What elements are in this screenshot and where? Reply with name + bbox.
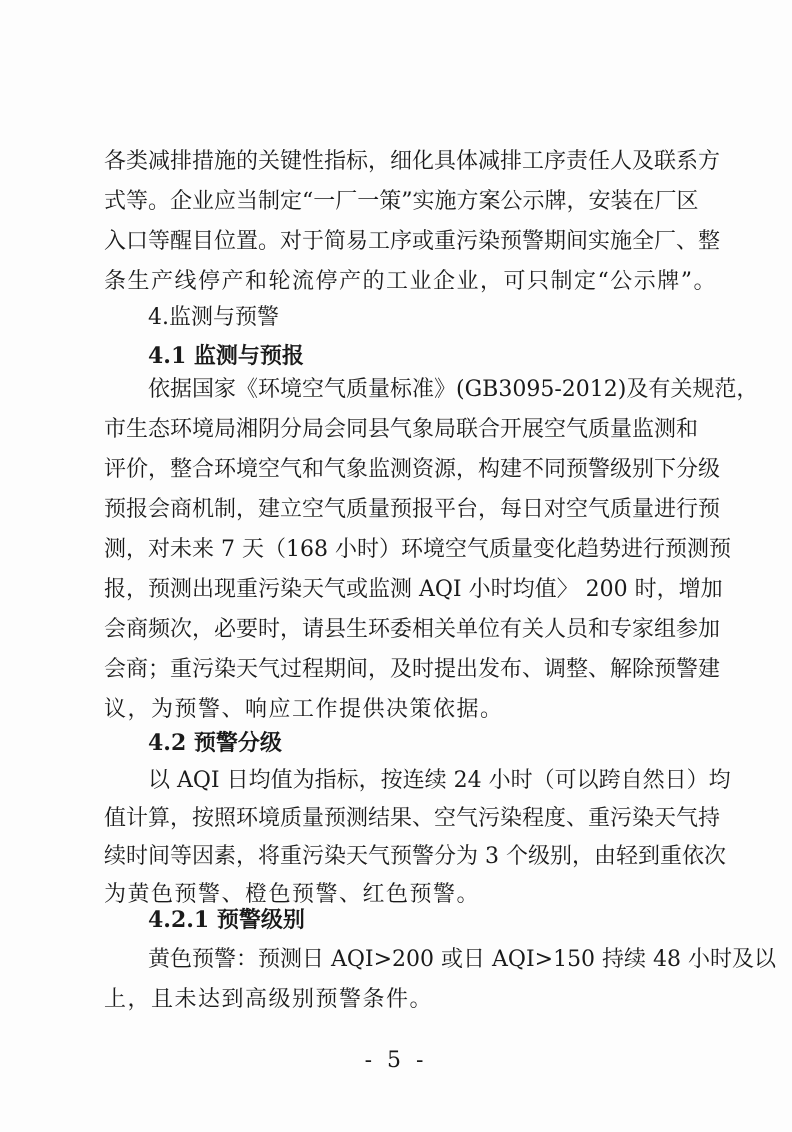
paragraph-line: 续时间等因素，将重污染天气预警分为 3 个级别，由轻到重依次 <box>104 844 726 869</box>
paragraph-line: 黄色预警：预测日 AQI>200 或日 AQI>150 持续 48 小时及以 <box>148 947 777 972</box>
paragraph-line: 会商；重污染天气过程期间，及时提出发布、调整、解除预警建 <box>104 657 721 682</box>
subsection-heading: 4.2.1 预警级别 <box>148 907 305 933</box>
paragraph-line: 条生产线停产和轮流停产的工业企业，可只制定“公示牌”。 <box>104 269 717 294</box>
paragraph-line: 测，对未来 7 天（168 小时）环境空气质量变化趋势进行预测预 <box>104 537 731 562</box>
paragraph-line: 议，为预警、响应工作提供决策依据。 <box>104 697 504 722</box>
paragraph-line: 会商频次，必要时，请县生环委相关单位有关人员和专家组参加 <box>104 617 721 642</box>
paragraph-line: 值计算，按照环境质量预测结果、空气污染程度、重污染天气持 <box>104 806 721 831</box>
subsection-heading: 4.1 监测与预报 <box>148 343 304 369</box>
page-number: - 5 - <box>364 1048 428 1073</box>
paragraph-line: 以 AQI 日均值为指标，按连续 24 小时（可以跨自然日）均 <box>148 768 731 793</box>
paragraph-line: 报，预测出现重污染天气或监测 AQI 小时均值〉 200 时，增加 <box>104 577 723 602</box>
paragraph-line: 上，且未达到高级别预警条件。 <box>104 987 434 1012</box>
paragraph-line: 依据国家《环境空气质量标准》(GB3095-2012)及有关规范， <box>148 377 759 402</box>
paragraph-line: 入口等醒目位置。对于简易工序或重污染预警期间实施全厂、整 <box>104 229 721 254</box>
paragraph-line: 市生态环境局湘阴分局会同县气象局联合开展空气质量监测和 <box>104 417 699 442</box>
subsection-heading: 4.2 预警分级 <box>148 730 282 756</box>
section-heading: 4.监测与预警 <box>148 305 279 330</box>
paragraph-line: 各类减排措施的关键性指标，细化具体减排工序责任人及联系方 <box>104 149 721 174</box>
paragraph-line: 预报会商机制，建立空气质量预报平台，每日对空气质量进行预 <box>104 497 721 522</box>
paragraph-line: 评价，整合环境空气和气象监测资源，构建不同预警级别下分级 <box>104 457 721 482</box>
paragraph-line: 式等。企业应当制定“一厂一策”实施方案公示牌，安装在厂区 <box>104 189 699 214</box>
paragraph-line: 为黄色预警、橙色预警、红色预警。 <box>104 882 481 907</box>
